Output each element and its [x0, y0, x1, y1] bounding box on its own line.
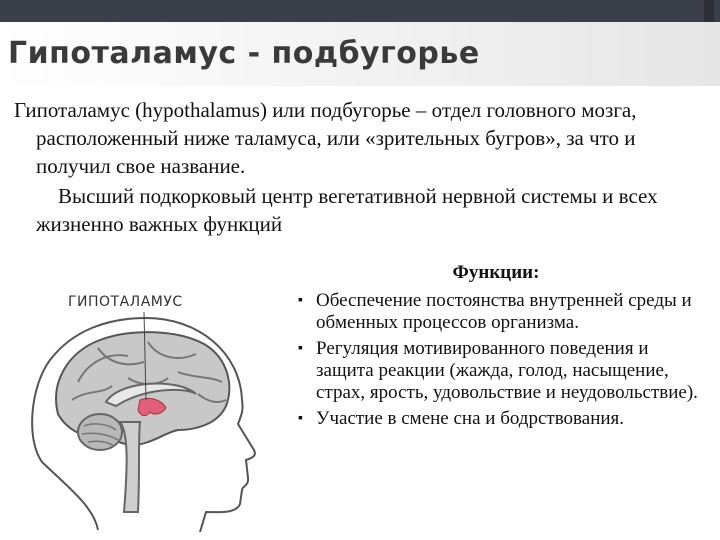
top-bar: [0, 0, 720, 22]
list-item-text: Обеспечение постоянства внутренней среды и обменных процессов организма.: [316, 290, 692, 333]
list-item: [296, 338, 706, 404]
figure-label: ГИПОТАЛАМУС: [68, 294, 183, 310]
bullet-icon: ▪: [298, 411, 303, 426]
bullet-icon: ▪: [298, 293, 303, 308]
intro-paragraph-2: Высший подкорковый центр вегетативной нервной системы и всех жизненно важных функций: [36, 184, 658, 236]
functions-heading: Функции:: [452, 262, 540, 283]
head-brain-drawing: [28, 282, 278, 532]
intro-text: [14, 96, 704, 238]
list-item: [296, 290, 706, 334]
bullet-icon: ▪: [298, 341, 303, 356]
top-bar-accent: [704, 0, 714, 22]
list-item-text: Участие в смене сна и бодрствования.: [316, 408, 625, 429]
brain-illustration: [28, 282, 278, 532]
cerebellum: [78, 414, 122, 450]
intro-paragraph-1: Гипоталамус (hypothalamus) или подбугорье – отдел головного мозга, расположенный ниже таламуса, или «зрительных бугров», за что и получил свое название.: [14, 98, 637, 178]
list-item-text: Регуляция мотивированного поведения и защита реакции (жажда, голод, насыщение, страх, ярость, удовольствие и неудовольствие).: [316, 338, 698, 403]
functions-list: [296, 290, 706, 430]
slide-title: Гипоталамус - подбугорье: [8, 36, 480, 71]
functions-block: [296, 262, 706, 434]
list-item: [296, 408, 706, 430]
